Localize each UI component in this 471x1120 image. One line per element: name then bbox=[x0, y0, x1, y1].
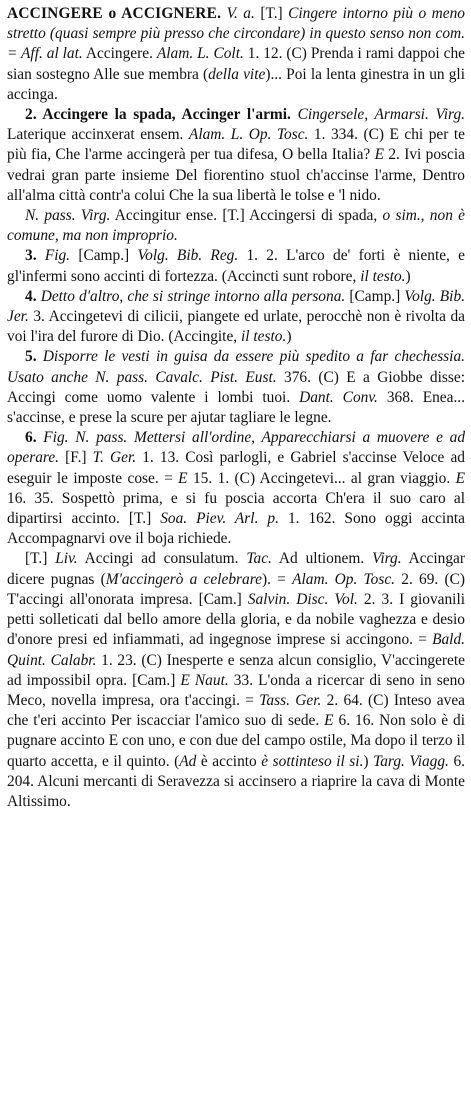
entry-text: 5. bbox=[25, 348, 43, 366]
entry-text: 15. 1. (C) Accingetevi... al gran viaggio. bbox=[187, 469, 456, 487]
entry-sense-3 bbox=[7, 206, 465, 246]
entry-text: ) bbox=[405, 267, 411, 285]
entry-text: Soa. Piev. Arl. p. bbox=[160, 510, 279, 528]
entry-text: Alam. L. Op. Tosc. bbox=[188, 126, 309, 144]
entry-text: N. pass. Virg. bbox=[25, 207, 111, 225]
entry-text: 33. L'onda a ricercar di seno in seno Meco, novella impresa, ora t'accingi. = bbox=[7, 671, 465, 709]
entry-text: Dant. Conv. bbox=[299, 388, 378, 406]
entry-text: )... Poi la lenta ginestra in un gli accinga. bbox=[7, 65, 465, 103]
entry-text: ). = bbox=[261, 570, 293, 588]
entry-definition bbox=[7, 4, 465, 105]
entry-sense-5 bbox=[7, 287, 465, 348]
entry-text: Volg. Bib. Reg. bbox=[137, 247, 239, 265]
entry-text: della vite bbox=[208, 65, 266, 83]
entry-text: 376. (C) E a Giobbe disse: Accingi come uomo valente i lombi tuoi. bbox=[7, 368, 465, 406]
entry-text: 6. 16. Non solo è di pugnare accinto E con uno, e con due del campo ostile, Ma dopo il terzo il quarto accetta, e il quinto. ( bbox=[7, 712, 465, 770]
entry-text: o sim., non è comune, ma non improprio. bbox=[7, 207, 465, 245]
entry-text: [T.] bbox=[25, 550, 56, 568]
entry-text: 1. 2. L'arco de' forti è niente, e gl'infermi sono accinti di fortezza. (Accincti sunt robore, bbox=[7, 247, 466, 285]
entry-text: Fig. bbox=[44, 247, 71, 265]
entry-text: 1. 334. (C) E chi per te più fia, Che l'arme accingerà per tua difesa, O bella Italia? bbox=[7, 126, 466, 164]
entry-text: Accingi ad consulatum. bbox=[77, 550, 247, 568]
entry-text: Alam. L. Colt. bbox=[156, 45, 244, 63]
entry-text: è accinto bbox=[196, 752, 262, 770]
entry-text: Virg. bbox=[372, 550, 402, 568]
entry-sense-2 bbox=[7, 105, 465, 206]
entry-text: Cingersele, Armarsi. Virg. bbox=[297, 106, 465, 124]
entry-text: 2. 64. (C) Inteso avea che t'eri accinto Per iscacciar l'amico suo di sede. bbox=[7, 691, 465, 730]
entry-text: 1. 13. Così parlogli, e Gabriel s'accinse Veloce ad eseguir le imposte cose. = bbox=[7, 449, 465, 487]
entry-text: ) bbox=[363, 752, 374, 770]
entry-text: 1. 12. (C) Prenda i rami dappoi che sian sostegno Alle sue membra ( bbox=[7, 45, 465, 83]
dictionary-entry bbox=[7, 4, 465, 812]
entry-text: 2. Ivi poscia vedrai gran parte insieme Del fiorentino stuol ch'accinse l'arme, Dentro all'alma città contr'a colui Che la sua libertà le tolse e 'l nido. bbox=[7, 146, 465, 204]
entry-text: Ad bbox=[179, 752, 197, 770]
entry-text: Fig. N. pass. Mettersi all'ordine, Apparecchiarsi a muovere e ad operare. bbox=[7, 429, 466, 467]
entry-text: 1. 162. Sono oggi accinta Accompagnarvi ove il boja richiede. bbox=[7, 510, 465, 548]
entry-sense-4 bbox=[7, 246, 465, 286]
entry-text: 2. 69. (C) T'accingi all'onorata impresa. [Cam.] bbox=[7, 570, 465, 608]
entry-text: Cingere intorno più o meno stretto (quasi sempre più presso che circondare) in questo senso non com. = Aff. al lat. bbox=[7, 5, 465, 63]
entry-text: 6. bbox=[25, 429, 44, 447]
entry-text: 16. 35. Sospettò prima, e si fu poscia accorta Ch'era il suo caro al dipartirsi accinto. [T.] bbox=[7, 489, 465, 528]
entry-text: 3. Accingetevi di cilicii, piangete ed urlate, perocchè non è rivolta da voi l'ira del furore di Dio. (Accingite, bbox=[7, 308, 465, 346]
entry-text: V. a. bbox=[221, 5, 261, 22]
entry-text: Disporre le vesti in guisa da essere più spedito a far chechessia. Usato anche N. pass. Cavalc. Pist. Eust. bbox=[7, 348, 465, 386]
entry-text: Accingar dicere pugnas ( bbox=[7, 550, 465, 588]
entry-text: Liv. bbox=[55, 550, 78, 568]
entry-text: Alam. Op. Tosc. bbox=[292, 570, 396, 588]
entry-text: M'accingerò a celebrare bbox=[105, 570, 262, 588]
entry-text: Targ. Viagg. bbox=[373, 752, 449, 770]
entry-text: [T.] bbox=[260, 5, 289, 22]
entry-text: 3. bbox=[25, 247, 45, 265]
entry-sense-6 bbox=[7, 347, 465, 428]
entry-text: 2. Accingere la spada, Accinger l'armi. bbox=[25, 106, 298, 124]
entry-text: E bbox=[178, 469, 188, 487]
entry-sense-7 bbox=[7, 428, 465, 549]
entry-text: E bbox=[374, 146, 384, 164]
entry-text: Volg. Bib. Jer. bbox=[7, 287, 466, 326]
entry-text: E bbox=[324, 712, 334, 730]
entry-text: 6. 204. Alcuni mercanti di Seravezza si accinsero a riaprire la cava di Monte Altissimo. bbox=[7, 752, 465, 810]
entry-text: è sottinteso il si. bbox=[261, 752, 364, 770]
entry-text: E bbox=[455, 469, 465, 487]
entry-text: [Camp.] bbox=[345, 287, 405, 305]
entry-text: Detto d'altro, che si stringe intorno alla persona. bbox=[40, 287, 346, 305]
entry-text: il testo. bbox=[241, 328, 287, 346]
entry-text: Laterique accinxerat ensem. bbox=[7, 126, 189, 144]
entry-text: E Naut. bbox=[180, 671, 229, 689]
entry-sense-8 bbox=[7, 549, 465, 812]
entry-text: Salvin. Disc. Vol. bbox=[247, 590, 358, 608]
entry-text: [F.] bbox=[59, 449, 93, 467]
entry-text: [Camp.] bbox=[70, 247, 138, 265]
entry-text: 4. bbox=[25, 287, 41, 305]
entry-text: Accingere. bbox=[82, 45, 157, 63]
entry-text: ) bbox=[286, 328, 292, 346]
entry-text: Accingitur ense. [T.] Accingersi di spada, bbox=[110, 207, 383, 225]
headword: ACCINGERE o ACCIGNERE. bbox=[7, 5, 222, 22]
entry-text: Tac. bbox=[246, 550, 272, 568]
entry-text: 2. 3. I giovanili petti solleticati dal bello amore della gloria, e da nobile vaghezza e desio d'onore presi ed infiammati, ad ingegnose imprese si accingono. = bbox=[7, 590, 465, 649]
entry-text: Ad ultionem. bbox=[271, 550, 373, 568]
entry-text: T. Ger. bbox=[92, 449, 137, 467]
entry-text: 368. Enea... s'accinse, e prese la scure per ajutar tagliare le legne. bbox=[7, 388, 465, 427]
entry-text: il testo. bbox=[360, 267, 406, 285]
entry-text: 1. 23. (C) Inesperte e senza alcun consiglio, V'accingerete ad impossibil opra. [Cam.] bbox=[7, 651, 465, 689]
entry-text: Tass. Ger. bbox=[259, 691, 322, 709]
entry-text: Bald. Quint. Calabr. bbox=[7, 631, 465, 669]
